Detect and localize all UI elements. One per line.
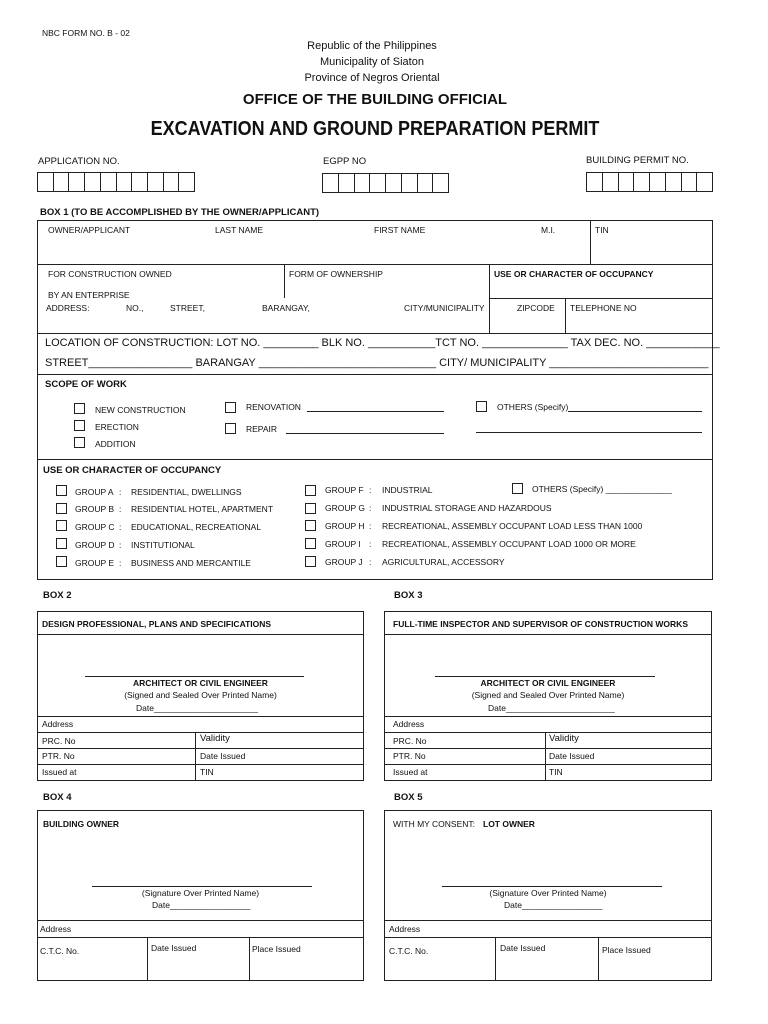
box3-issued-at-label: Issued at	[393, 767, 428, 777]
addition-checkbox[interactable]	[74, 437, 85, 448]
tin-label: TIN	[595, 225, 609, 235]
others-occupancy-label: OTHERS (Specify) ______________	[532, 484, 672, 494]
box2-prc-label: PRC. No	[42, 736, 76, 746]
box5-signature-line[interactable]	[442, 886, 662, 887]
group-c-checkbox[interactable]	[56, 520, 67, 531]
renovation-label: RENOVATION	[246, 402, 301, 412]
scope-heading: SCOPE OF WORK	[45, 379, 127, 390]
box4-ctc-label: C.T.C. No.	[40, 946, 80, 956]
address-label: ADDRESS:	[46, 303, 90, 313]
header-municipality: Municipality of Siaton	[320, 56, 424, 68]
erection-label: ERECTION	[95, 422, 139, 432]
first-name-label: FIRST NAME	[374, 225, 426, 235]
box5-date[interactable]: Date_________________	[504, 900, 603, 910]
new-construction-checkbox[interactable]	[74, 403, 85, 414]
box2-label: BOX 2	[43, 590, 72, 601]
group-i-desc: RECREATIONAL, ASSEMBLY OCCUPANT LOAD 1000 OR MORE	[382, 539, 636, 549]
box2-signed: (Signed and Sealed Over Printed Name)	[124, 690, 277, 700]
box4-signature-line[interactable]	[92, 886, 312, 887]
group-h-checkbox[interactable]	[305, 520, 316, 531]
box5-signature-caption: (Signature Over Printed Name)	[489, 888, 607, 898]
office-title: OFFICE OF THE BUILDING OFFICIAL	[242, 91, 508, 108]
group-h-label: GROUP H	[325, 521, 365, 531]
group-e-label: GROUP E	[75, 558, 115, 568]
group-f-checkbox[interactable]	[305, 485, 316, 496]
box2-signature-line[interactable]	[85, 676, 304, 677]
box3-signed: (Signed and Sealed Over Printed Name)	[471, 690, 625, 700]
others-scope-label: OTHERS (Specify)	[497, 402, 569, 412]
box2-address-label: Address	[42, 719, 74, 729]
last-name-label: LAST NAME	[215, 225, 264, 235]
box1-heading: BOX 1 (TO BE ACCOMPLISHED BY THE OWNER/APPLICANT)	[40, 207, 320, 218]
group-i-label: GROUP I	[325, 539, 361, 549]
owner-applicant-label: OWNER/APPLICANT	[48, 225, 131, 235]
for-construction-label: FOR CONSTRUCTION OWNED	[48, 269, 172, 279]
group-d-checkbox[interactable]	[56, 538, 67, 549]
box3-validity-label: Validity	[549, 733, 579, 744]
building-permit-no-label: BUILDING PERMIT NO.	[586, 155, 689, 166]
box2-date-issued-label: Date Issued	[200, 751, 246, 761]
renovation-line[interactable]	[307, 411, 444, 412]
application-no-field[interactable]	[37, 172, 195, 192]
by-enterprise-label: BY AN ENTERPRISE	[48, 290, 130, 300]
group-d-desc: INSTITUTIONAL	[131, 540, 195, 550]
form-of-ownership-label: FORM OF OWNERSHIP	[289, 269, 383, 279]
box4-date[interactable]: Date_________________	[152, 900, 251, 910]
mi-label: M.I.	[541, 225, 556, 235]
addition-label: ADDITION	[95, 439, 136, 449]
box2-issued-at-label: Issued at	[42, 767, 77, 777]
group-e-checkbox[interactable]	[56, 556, 67, 567]
others-scope-checkbox[interactable]	[476, 401, 487, 412]
box4-place-issued-label: Place Issued	[252, 944, 301, 954]
group-j-checkbox[interactable]	[305, 556, 316, 567]
box3-title: FULL-TIME INSPECTOR AND SUPERVISOR OF CONSTRUCTION WORKS	[393, 619, 688, 629]
box4-address-label: Address	[40, 924, 72, 934]
header-republic: Republic of the Philippines	[307, 40, 437, 52]
renovation-checkbox[interactable]	[225, 402, 236, 413]
box4-signature-caption: (Signature Over Printed Name)	[141, 888, 260, 898]
group-d-label: GROUP D	[75, 540, 115, 550]
box3-label: BOX 3	[394, 590, 423, 601]
use-character-label: USE OR CHARACTER OF OCCUPANCY	[494, 269, 654, 279]
barangay-label: BARANGAY,	[262, 303, 310, 313]
form-number: NBC FORM NO. B - 02	[42, 28, 130, 38]
box2-role: ARCHITECT OR CIVIL ENGINEER	[133, 678, 268, 688]
box3-prc-label: PRC. No	[393, 736, 427, 746]
box4-label: BOX 4	[43, 792, 72, 803]
group-g-desc: INDUSTRIAL STORAGE AND HAZARDOUS	[382, 503, 552, 513]
box3-role: ARCHITECT OR CIVIL ENGINEER	[480, 678, 616, 688]
occupancy-heading: USE OR CHARACTER OF OCCUPANCY	[43, 465, 222, 476]
no-label: NO.,	[126, 303, 144, 313]
group-c-desc: EDUCATIONAL, RECREATIONAL	[131, 522, 262, 532]
box4-title: BUILDING OWNER	[43, 819, 120, 829]
street-label: STREET,	[170, 303, 205, 313]
group-f-desc: INDUSTRIAL	[382, 485, 433, 495]
box2-validity-label: Validity	[200, 733, 230, 744]
group-j-desc: AGRICULTURAL, ACCESSORY	[382, 557, 505, 567]
egpp-no-field[interactable]	[322, 173, 449, 193]
group-g-label: GROUP G	[325, 503, 365, 513]
others-scope-line[interactable]	[568, 411, 702, 412]
box5-label: BOX 5	[394, 792, 423, 803]
repair-checkbox[interactable]	[225, 423, 236, 434]
box5-consent: WITH MY CONSENT:	[393, 819, 476, 829]
group-i-checkbox[interactable]	[305, 538, 316, 549]
header-province: Province of Negros Oriental	[304, 72, 440, 84]
city-label: CITY/MUNICIPALITY	[404, 303, 485, 313]
group-h-desc: RECREATIONAL, ASSEMBLY OCCUPANT LOAD LESS THAN 1000	[382, 521, 643, 531]
box5-address-label: Address	[389, 924, 421, 934]
group-a-label: GROUP A	[75, 487, 114, 497]
group-j-label: GROUP J	[325, 557, 363, 567]
box5-title: LOT OWNER	[483, 819, 535, 829]
building-permit-no-field[interactable]	[586, 172, 713, 192]
box2-tin-label: TIN	[200, 767, 214, 777]
box2-date[interactable]: Date______________________	[136, 703, 258, 713]
group-e-desc: BUSINESS AND MERCANTILE	[131, 558, 251, 568]
box3-date-issued-label: Date Issued	[549, 751, 595, 761]
others-scope-line-2[interactable]	[476, 432, 702, 433]
box3-signature-line[interactable]	[435, 676, 655, 677]
telephone-label: TELEPHONE NO	[570, 303, 637, 313]
location-line-1: LOCATION OF CONSTRUCTION: LOT NO. _________ BLK NO. ___________TCT NO. ______________ TAX DEC. NO. ____________	[45, 337, 720, 349]
group-g-checkbox[interactable]	[305, 503, 316, 514]
group-a-desc: RESIDENTIAL, DWELLINGS	[131, 487, 242, 497]
box5-ctc-label: C.T.C. No.	[389, 946, 429, 956]
box2-title: DESIGN PROFESSIONAL, PLANS AND SPECIFICATIONS	[42, 619, 272, 629]
group-b-checkbox[interactable]	[56, 503, 67, 514]
new-construction-label: NEW CONSTRUCTION	[95, 405, 186, 415]
group-c-label: GROUP C	[75, 522, 115, 532]
box3-ptr-label: PTR. No	[393, 751, 426, 761]
location-line-2: STREET_________________ BARANGAY _____________________________ CITY/ MUNICIPALITY __________________________	[45, 357, 709, 369]
box2-ptr-label: PTR. No	[42, 751, 75, 761]
box5-date-issued-label: Date Issued	[500, 943, 546, 953]
box5-place-issued-label: Place Issued	[602, 945, 651, 955]
group-a-checkbox[interactable]	[56, 485, 67, 496]
page-title: EXCAVATION AND GROUND PREPARATION PERMIT	[150, 118, 600, 140]
group-b-desc: RESIDENTIAL HOTEL, APARTMENT	[131, 504, 274, 514]
group-b-label: GROUP B	[75, 504, 115, 514]
box4-date-issued-label: Date Issued	[151, 943, 197, 953]
zipcode-label: ZIPCODE	[517, 303, 555, 313]
box3-tin-label: TIN	[549, 767, 563, 777]
repair-line[interactable]	[286, 433, 444, 434]
application-no-label: APPLICATION NO.	[38, 156, 120, 167]
repair-label: REPAIR	[246, 424, 278, 434]
others-occupancy-checkbox[interactable]	[512, 483, 523, 494]
group-f-label: GROUP F	[325, 485, 364, 495]
box3-address-label: Address	[393, 719, 425, 729]
box3-date[interactable]: Date_______________________	[488, 703, 615, 713]
egpp-no-label: EGPP NO	[323, 156, 367, 167]
erection-checkbox[interactable]	[74, 420, 85, 431]
